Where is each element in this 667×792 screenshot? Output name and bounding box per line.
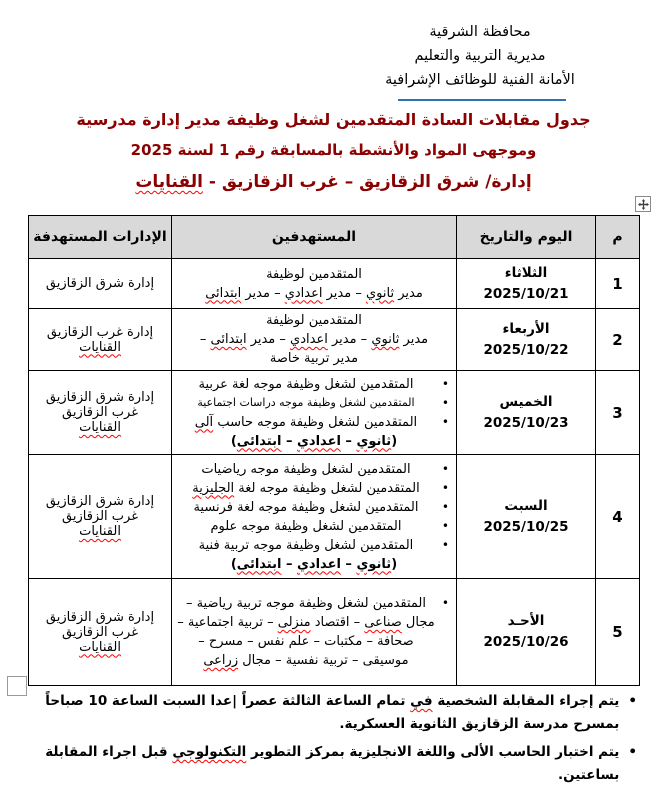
day-name: السبت <box>504 497 548 514</box>
footer-bullet-item <box>25 741 637 787</box>
table-move-handle-icon[interactable] <box>635 196 651 212</box>
bullet-icon: • <box>628 693 637 709</box>
day-date-cell <box>457 455 596 579</box>
misspelled-word: اعدادي <box>297 556 341 572</box>
day-name: الثلاثاء <box>504 264 548 281</box>
col-header-number: م <box>596 216 640 259</box>
misspelled-word: القنايات <box>79 524 121 539</box>
target-text <box>175 413 437 432</box>
misspelled-word: ابتدائى <box>236 556 282 572</box>
text-segment: – <box>340 556 357 572</box>
date-value: 2025/10/25 <box>483 518 569 535</box>
table-row <box>29 455 640 579</box>
departments-cell <box>29 309 172 371</box>
misspelled-word: القنايات <box>79 420 121 435</box>
text-segment: المتقدمين لشغل وظيفة موجه لغة <box>234 480 420 496</box>
target-text <box>175 594 437 670</box>
misspelled-word: القنايات <box>79 339 121 355</box>
table-row <box>29 579 640 686</box>
date-value: 2025/10/23 <box>483 414 569 431</box>
day-date-cell <box>457 259 596 309</box>
footer-note-text <box>25 741 619 787</box>
misspelled-word: صناعى <box>364 615 402 630</box>
text-segment: – <box>281 433 298 449</box>
row-number-cell: 2 <box>596 309 640 371</box>
text-segment: ) <box>230 556 237 572</box>
text-segment: يتم اختبار الحاسب الألى واللغة الانجليزية بمركز التطوير <box>246 744 620 760</box>
table-resize-handle[interactable] <box>7 676 27 696</box>
department-line: غرب الزقازيق <box>62 509 139 524</box>
target-line <box>175 330 453 349</box>
misspelled-word: الجليزية <box>192 480 235 496</box>
letterhead-line-directorate: مديرية التربية والتعليم <box>414 48 546 64</box>
misspelled-word: القنايات <box>79 639 121 655</box>
target-text: المتقدمين لشغل وظيفة موجه لغة فرنسية <box>193 499 419 515</box>
text-segment: – <box>281 556 298 572</box>
document-titles <box>0 108 667 195</box>
misspelled-word: في <box>410 693 433 709</box>
text-segment: – <box>199 332 211 347</box>
target-bullet-item <box>175 517 453 536</box>
department-line <box>79 420 121 435</box>
col-header-day-date: اليوم والتاريخ <box>457 216 596 259</box>
bullet-icon: • <box>441 596 449 610</box>
doc-title-line-1: جدول مقابلات السادة المتقدمين لشغل وظيفة مدير إدارة مدرسية <box>76 110 591 129</box>
misspelled-word: ثانوي <box>371 332 400 347</box>
text-segment: ( <box>391 556 398 572</box>
target-bullet-item <box>175 413 453 432</box>
text-segment: يتم إجراء المقابلة الشخصية <box>432 693 620 709</box>
date-value: 2025/10/21 <box>483 285 569 302</box>
target-line: مدير تربية خاصة <box>269 351 359 366</box>
text-segment: – مدير <box>241 285 285 301</box>
target-text: المتقدمين لشغل وظيفة موجه لغة عربية <box>198 376 414 392</box>
department-line: غرب الزقازيق <box>62 405 139 420</box>
misspelled-word: اعدادي <box>284 285 323 301</box>
departments-cell <box>29 371 172 455</box>
text-segment: ) <box>230 433 237 449</box>
target-bullet-item <box>175 594 453 670</box>
target-text: المتقدمين لشغل وظيفة موجه تربية فنية <box>198 537 414 553</box>
targets-cell <box>172 455 457 579</box>
bullet-icon: • <box>441 461 449 476</box>
target-bullet-item <box>175 498 453 517</box>
misspelled-word: آلى <box>194 414 214 430</box>
department-line: إدارة شرق الزقازيق <box>45 390 155 405</box>
text-segment: – مدير <box>327 332 372 347</box>
bullet-icon: • <box>441 480 449 495</box>
table-header-row <box>29 216 640 259</box>
misspelled-word: منزلى <box>277 615 311 630</box>
misspelled-word: ابتدائى <box>210 332 247 347</box>
departments-cell <box>29 579 172 686</box>
footer-note-text <box>25 690 619 736</box>
target-line: المتقدمين لوظيفة <box>266 266 362 282</box>
department-line <box>79 524 121 539</box>
text-segment: – مدير <box>322 285 366 301</box>
table-row <box>29 371 640 455</box>
footer-notes <box>25 690 637 792</box>
text-segment: مدير <box>394 285 423 301</box>
target-text: المتقدمين لشغل وظيفة موجه دراسات اجتماعية <box>197 395 415 409</box>
day-name: الأربعاء <box>502 320 550 337</box>
text-segment: قبل اجراء المقابلة بساعتين. <box>45 744 620 783</box>
footer-bullet-item <box>25 690 637 736</box>
misspelled-word: زراعى <box>203 653 239 668</box>
department-line <box>79 640 121 655</box>
target-bullet-item <box>175 394 453 413</box>
department-line <box>79 340 121 355</box>
target-text <box>175 479 437 498</box>
bullet-icon: • <box>441 499 449 514</box>
target-line <box>175 284 453 303</box>
target-text: المتقدمين لشغل وظيفة موجه رياضيات <box>201 461 411 477</box>
day-date-cell <box>457 371 596 455</box>
text-segment: – <box>340 433 357 449</box>
bullet-icon: • <box>441 395 449 410</box>
departments-cell <box>29 259 172 309</box>
text-segment: المتقدمين لشغل وظيفة موجه تربية رياضية – مجال <box>185 596 435 630</box>
row-number-cell: 3 <box>596 371 640 455</box>
department-line: إدارة غرب الزقازيق <box>46 324 154 340</box>
targets-cell <box>172 309 457 371</box>
day-name: الأحـد <box>507 613 545 629</box>
bullet-icon: • <box>441 518 449 533</box>
departments-lines <box>32 325 168 355</box>
day-date-cell <box>457 309 596 371</box>
date-value: 2025/10/26 <box>483 634 569 650</box>
target-bullet-item <box>175 479 453 498</box>
target-bullet-item <box>175 375 453 394</box>
target-line: المتقدمين لوظيفة <box>266 313 362 328</box>
text-segment: المتقدمين لشغل وظيفة موجه حاسب <box>213 414 418 430</box>
target-line <box>175 432 453 451</box>
text-segment: – مدير <box>246 332 291 347</box>
department-line: إدارة شرق الزقازيق <box>45 609 155 625</box>
text-segment: تمام الساعة الثالثة عصراً |عدا السبت الساعة 10 صباحاً بمسرح مدرسة الزقازيق الثانوية العسكرية. <box>45 693 620 732</box>
misspelled-word: ابتدائى <box>236 433 282 449</box>
misspelled-word: ثانوي <box>356 433 392 449</box>
date-value: 2025/10/22 <box>483 341 569 358</box>
misspelled-word: اعدادي <box>290 332 328 347</box>
bullet-icon: • <box>628 744 637 760</box>
misspelled-word: ابتدائى <box>205 285 242 301</box>
misspelled-word: ثانوي <box>365 285 395 301</box>
letterhead-line-governorate: محافظة الشرقية <box>429 24 531 40</box>
text-segment: مدير <box>399 332 429 347</box>
target-text: المتقدمين لشغل وظيفة موجه علوم <box>210 518 402 534</box>
row-number-cell: 1 <box>596 259 640 309</box>
misspelled-word: القنايات <box>135 172 203 192</box>
department-line: إدارة شرق الزقازيق <box>45 494 155 509</box>
misspelled-word: اعدادي <box>297 433 341 449</box>
departments-lines <box>32 494 168 539</box>
letterhead-divider <box>398 99 566 101</box>
bullet-icon: • <box>441 414 449 429</box>
target-line <box>175 555 453 574</box>
letterhead-line-secretariat: الأمانة الفنية للوظائف الإشرافية <box>385 72 575 88</box>
misspelled-word: ثانوي <box>356 556 392 572</box>
col-header-targets: المستهدفين <box>172 216 457 259</box>
targets-cell <box>172 371 457 455</box>
targets-cell <box>172 579 457 686</box>
schedule-table <box>28 215 640 686</box>
letterhead <box>330 20 630 92</box>
text-segment: ( <box>391 433 398 449</box>
bullet-icon: • <box>441 376 449 391</box>
doc-title-line-2: وموجهى المواد والأنشطة بالمسابقة رقم 1 لسنة 2025 <box>130 141 537 159</box>
targets-cell <box>172 259 457 309</box>
departments-lines <box>32 390 168 435</box>
target-bullet-item <box>175 536 453 555</box>
departments-lines <box>32 276 168 291</box>
misspelled-word: التكنولوجي <box>172 744 247 760</box>
table-row <box>29 259 640 309</box>
row-number-cell: 5 <box>596 579 640 686</box>
col-header-departments: الإدارات المستهدفة <box>29 216 172 259</box>
day-date-cell <box>457 579 596 686</box>
text-segment: – تربية اجتماعية – صحافة – مكتبات – علم نفس – مسرح – موسيقى – تربية نفسية – مجال <box>177 615 414 668</box>
departments-cell <box>29 455 172 579</box>
target-bullet-item <box>175 460 453 479</box>
departments-lines <box>32 610 168 655</box>
row-number-cell: 4 <box>596 455 640 579</box>
doc-title-line-3 <box>0 170 667 195</box>
text-segment: إدارة/ شرق الزقازيق – غرب الزقازيق - <box>202 172 532 192</box>
text-segment: – اقتصاد <box>310 615 365 630</box>
department-line: إدارة شرق الزقازيق <box>45 276 155 291</box>
day-name: الخميس <box>499 393 553 410</box>
table-row <box>29 309 640 371</box>
department-line: غرب الزقازيق <box>62 624 139 640</box>
bullet-icon: • <box>441 537 449 552</box>
